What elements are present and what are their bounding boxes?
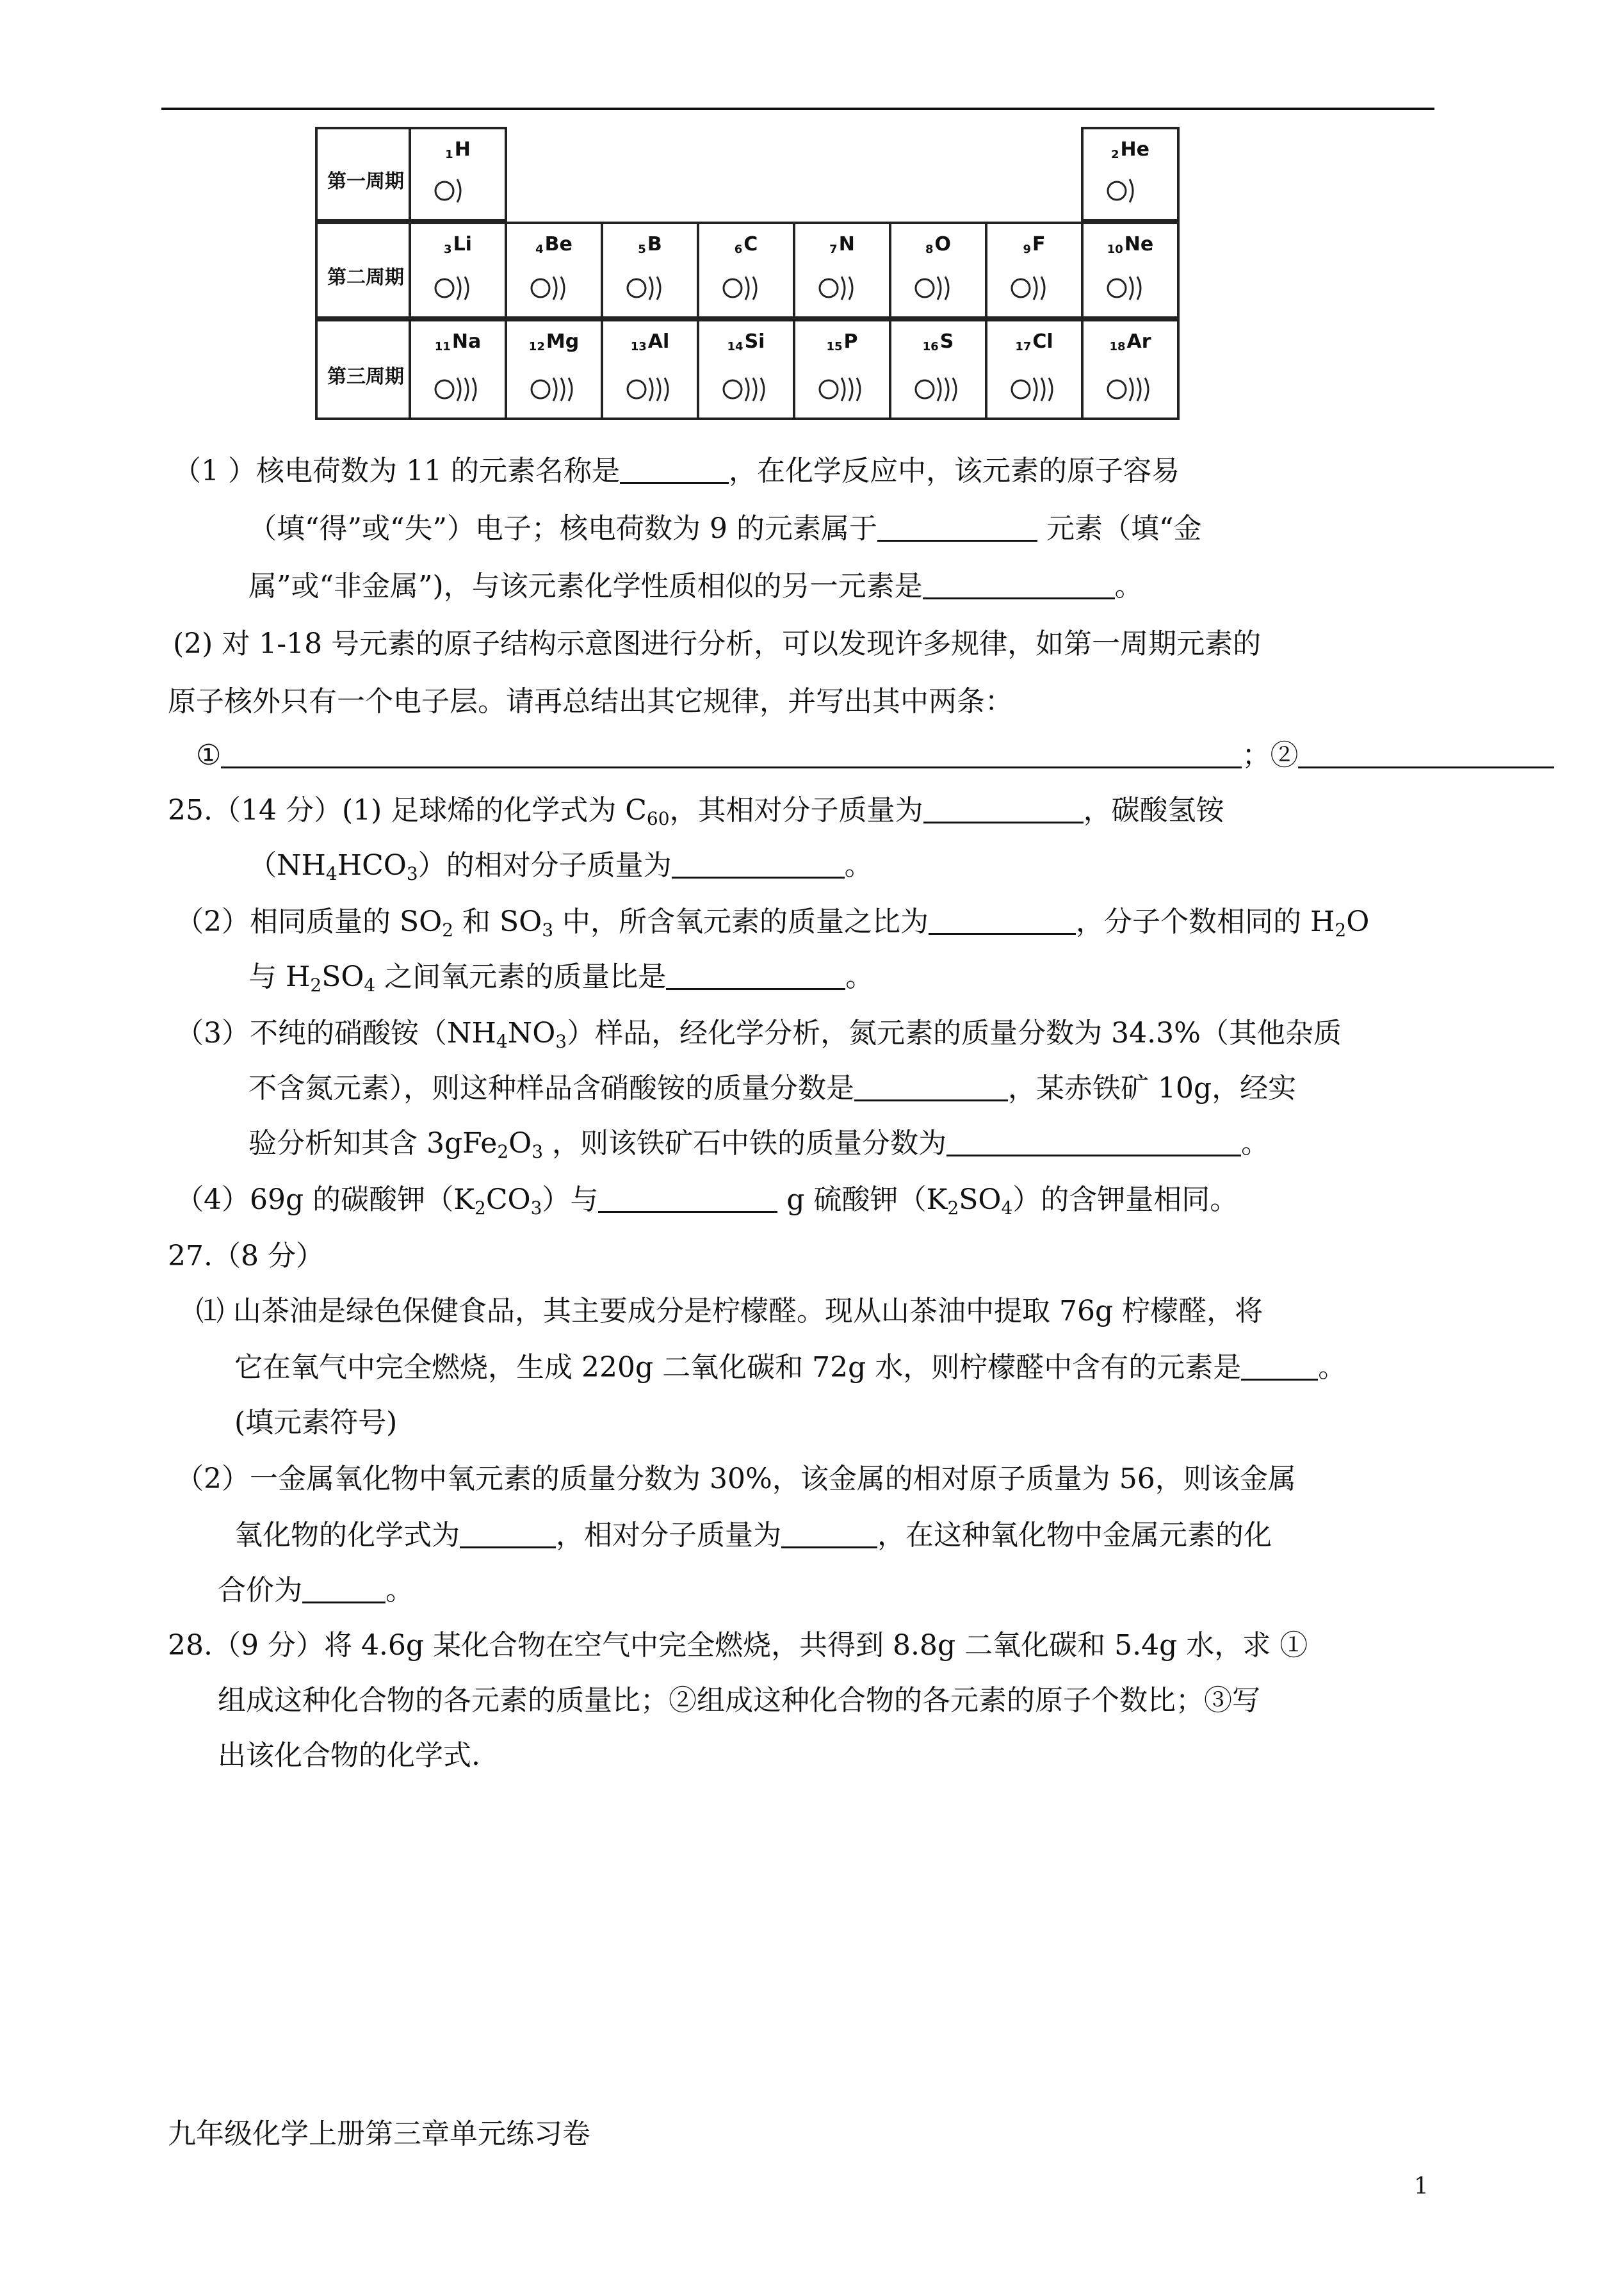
q27-line5: 氧化物的化学式为 ，相对分子质量为 ，在这种氧化物中金属元素的化 — [234, 1519, 1272, 1552]
element-symbol: $_{10}$Ne — [1107, 233, 1154, 256]
answer-blank[interactable] — [620, 458, 729, 484]
page-number: 1 — [1414, 2173, 1429, 2200]
element-cell-li — [409, 222, 507, 319]
q25-line7: 验分析知其含 $3gFe_2O_3$ ，则该铁矿石中铁的质量分数为 。 — [248, 1127, 1270, 1162]
element-cell-h — [409, 127, 507, 222]
element-symbol: $_{16}$S — [922, 330, 954, 353]
q24-part2-line3: ① ；② — [196, 742, 1554, 770]
q27-line2: 它在氧气中完全燃烧，生成 220g 二氧化碳和 72g 水，则柠檬醛中含有的元素是 。 — [234, 1351, 1347, 1384]
atom-structure-icon — [909, 269, 967, 307]
answer-blank[interactable] — [929, 909, 1076, 935]
q27-line4: （2）一金属氧化物中氧元素的质量分数为 30%，该金属的相对原子质量为 56，则该金属 — [175, 1463, 1296, 1495]
element-cell-b — [601, 222, 699, 319]
q24-part2-line1: (2) 对 1-18 号元素的原子结构示意图进行分析，可以发现许多规律，如第一周期元素的 — [173, 628, 1262, 660]
q27-line1: ⑴ 山茶油是绿色保健食品，其主要成分是柠檬醛。现从山茶油中提取 76g 柠檬醛，将 — [196, 1295, 1263, 1327]
element-cell-s — [889, 319, 987, 420]
element-cell-na — [409, 319, 507, 420]
element-cell-o — [889, 222, 987, 319]
answer-blank[interactable] — [1298, 742, 1554, 768]
element-symbol: $_{11}$Na — [434, 330, 482, 353]
element-symbol: $_{15}$P — [826, 330, 858, 353]
answer-blank[interactable] — [302, 1577, 386, 1603]
atom-structure-icon — [1101, 370, 1159, 409]
q25-line6: 不含氮元素），则这种样品含硝酸铵的质量分数是 ，某赤铁矿 10g，经实 — [248, 1072, 1297, 1105]
q24-part2-line2: 原子核外只有一个电子层。请再总结出其它规律，并写出其中两条： — [168, 685, 1013, 718]
q27-line6: 合价为 。 — [218, 1574, 414, 1607]
period-label-cell — [315, 319, 411, 420]
answer-blank[interactable] — [672, 852, 845, 879]
element-cell-c — [697, 222, 795, 319]
atom-structure-icon — [1101, 269, 1159, 307]
element-symbol: $_3$Li — [444, 233, 472, 256]
atom-structure-icon — [429, 269, 487, 307]
answer-blank[interactable] — [1241, 1354, 1318, 1381]
element-cell-f — [985, 222, 1084, 319]
period-label: 第一周期 — [327, 170, 404, 193]
atom-structure-icon — [1005, 269, 1063, 307]
q24-part1-line2: （填“得”或“失”）电子；核电荷数为 9 的元素属于 元素（填“金 — [248, 512, 1202, 545]
q28-line2: 组成这种化合物的各元素的质量比；②组成这种化合物的各元素的原子个数比；③写 — [218, 1684, 1260, 1717]
element-cell-si — [697, 319, 795, 420]
q25-line2: $(NH_4HCO_3)$的相对分子质量为 。 — [248, 849, 873, 884]
q25-line5: （3）不纯的硝酸铵$(NH_4NO_3)$样品，经化学分析，氮元素的质量分数为 34.3%（其他杂质 — [175, 1017, 1342, 1052]
answer-blank[interactable] — [781, 1522, 877, 1548]
answer-blank[interactable] — [854, 1075, 1008, 1101]
element-symbol: $_{18}$Ar — [1109, 330, 1151, 353]
q28-line3: 出该化合物的化学式. — [218, 1739, 480, 1772]
q27-title: 27.（8 分） — [168, 1240, 324, 1272]
element-cell-he — [1081, 127, 1180, 222]
element-symbol: $_6$C — [734, 233, 758, 256]
atom-structure-icon — [1101, 172, 1159, 210]
element-cell-al — [601, 319, 699, 420]
atom-structure-icon — [525, 269, 583, 307]
atom-structure-icon — [717, 269, 775, 307]
q24-part1-line3: 属”或“非金属”)，与该元素化学性质相似的另一元素是 。 — [248, 570, 1143, 603]
element-symbol: $_4$Be — [535, 233, 572, 256]
atom-structure-icon — [813, 269, 871, 307]
element-symbol: $_2$He — [1111, 138, 1149, 161]
header-rule — [161, 108, 1434, 110]
q27-line3: (填元素符号) — [234, 1406, 398, 1439]
element-symbol: $_{12}$Mg — [528, 330, 580, 353]
element-symbol: $_1$H — [445, 138, 471, 161]
element-cell-n — [793, 222, 891, 319]
q24-part1-line1: （1 ）核电荷数为 11 的元素名称是 ，在化学反应中，该元素的原子容易 — [173, 455, 1180, 487]
atom-structure-icon — [717, 370, 775, 409]
period-label: 第二周期 — [327, 266, 404, 289]
element-cell-ar — [1081, 319, 1180, 420]
q25-line1: 25.（14 分）(1) 足球烯的化学式为 $C_{60}$，其相对分子质量为 ，碳酸氢铵 — [168, 794, 1224, 829]
element-symbol: $_8$O — [925, 233, 952, 256]
element-symbol: $_{17}$Cl — [1015, 330, 1053, 353]
q25-line3: （2）相同质量的 $SO_2$ 和 $SO_3$ 中，所含氧元素的质量之比为 ，分子个数相同的 $H_2O$ — [175, 905, 1370, 941]
q28-line1: 28.（9 分）将 4.6g 某化合物在空气中完全燃烧，共得到 8.8g 二氧化碳和 5.4g 水，求 ① — [168, 1629, 1308, 1662]
atom-structure-icon — [525, 370, 583, 409]
element-cell-ne — [1081, 222, 1180, 319]
atom-structure-icon — [1005, 370, 1063, 409]
atom-structure-icon — [621, 269, 679, 307]
atom-structure-icon — [429, 370, 487, 409]
element-symbol: $_{13}$Al — [630, 330, 670, 353]
element-symbol: $_9$F — [1023, 233, 1046, 256]
answer-blank[interactable] — [666, 964, 845, 990]
q25-line8: （4）69g 的碳酸钾$(K_2CO_3)$与 g 硫酸钾$(K_2SO_4)$的含钾量相同。 — [175, 1183, 1238, 1219]
element-symbol: $_{14}$Si — [727, 330, 765, 353]
period-label: 第三周期 — [327, 366, 404, 388]
element-symbol: $_5$B — [638, 233, 662, 256]
answer-blank[interactable] — [460, 1522, 556, 1548]
q25-line4: 与 $H_2SO_4$ 之间氧元素的质量比是 。 — [248, 961, 874, 996]
answer-blank[interactable] — [877, 515, 1037, 542]
answer-blank[interactable] — [221, 742, 1242, 768]
answer-blank[interactable] — [923, 797, 1084, 823]
period-label-cell — [315, 127, 411, 222]
answer-blank[interactable] — [946, 1130, 1241, 1156]
atom-structure-icon — [813, 370, 871, 409]
element-cell-cl — [985, 319, 1084, 420]
element-cell-p — [793, 319, 891, 420]
footer-title: 九年级化学上册第三章单元练习卷 — [168, 2118, 590, 2150]
periodic-table-figure — [315, 127, 1199, 423]
atom-structure-icon — [621, 370, 679, 409]
period-label-cell — [315, 222, 411, 319]
element-cell-be — [505, 222, 603, 319]
atom-structure-icon — [909, 370, 967, 409]
atom-structure-icon — [429, 172, 487, 210]
element-symbol: $_7$N — [829, 233, 855, 256]
element-cell-mg — [505, 319, 603, 420]
answer-blank[interactable] — [923, 573, 1115, 599]
answer-blank[interactable] — [598, 1187, 777, 1213]
